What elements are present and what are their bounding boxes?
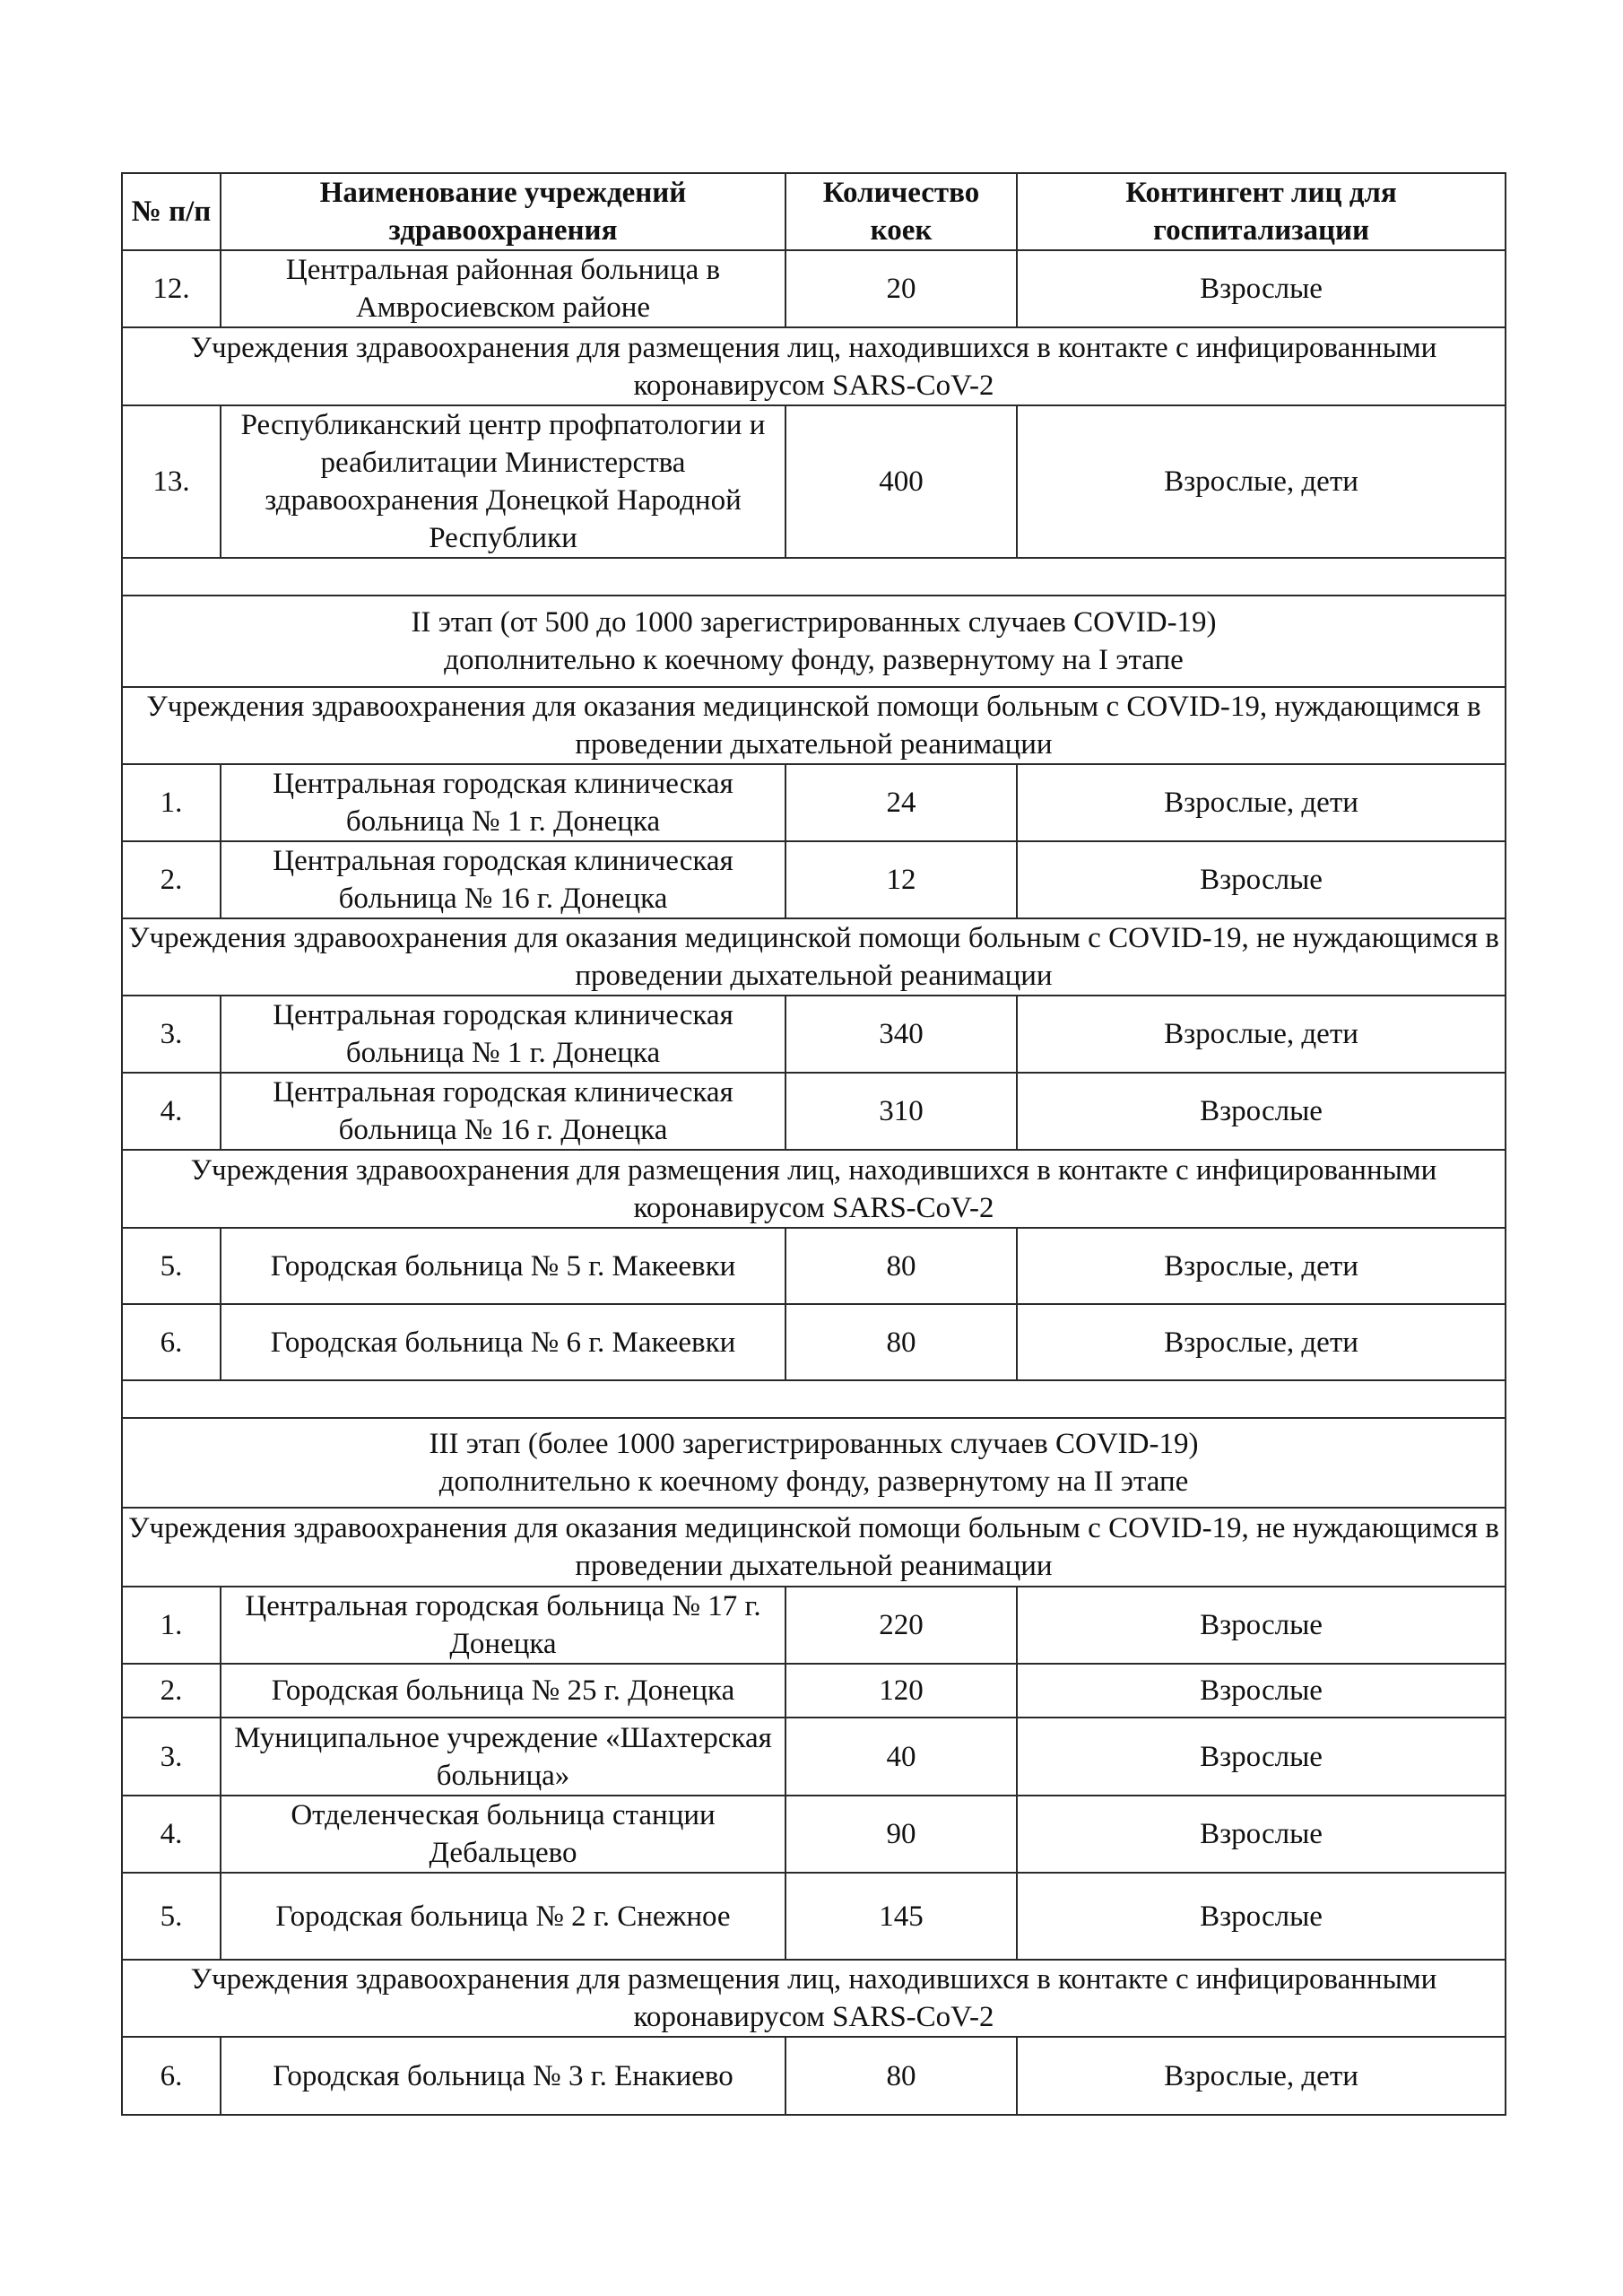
table-row [122, 1796, 1506, 1873]
row-institution: Городская больница № 2 г. Снежное [221, 1873, 785, 1960]
row-contingent: Взрослые [1017, 1796, 1506, 1873]
section-header-non-icu [122, 1508, 1506, 1587]
stage-title-line2: дополнительно к коечному фонду, развернутому на I этапе [444, 644, 1184, 676]
row-beds: 310 [785, 1073, 1017, 1150]
row-institution: Центральная городская больница № 17 г. Донецка [221, 1587, 785, 1664]
row-number: 12. [122, 250, 221, 327]
hospital-beds-table [121, 172, 1506, 2116]
table-row [122, 1073, 1506, 1150]
row-beds: 80 [785, 2037, 1017, 2115]
row-number: 2. [122, 841, 221, 918]
row-beds: 40 [785, 1718, 1017, 1796]
stage-title [122, 1418, 1506, 1508]
row-number: 1. [122, 764, 221, 841]
section-title: Учреждения здравоохранения для оказания медицинской помощи больным с COVID-19, не нуждающимся в проведении дыхательной реанимации [122, 918, 1506, 996]
table-row [122, 1873, 1506, 1960]
table-header-row [122, 173, 1506, 250]
table-row [122, 1664, 1506, 1718]
row-contingent: Взрослые, дети [1017, 405, 1506, 558]
table-row [122, 250, 1506, 327]
table-row [122, 1587, 1506, 1664]
row-contingent: Взрослые, дети [1017, 764, 1506, 841]
row-number: 4. [122, 1073, 221, 1150]
stage-title-line1: II этап (от 500 до 1000 зарегистрированных случаев COVID-19) [411, 606, 1217, 639]
section-header-contact [122, 1960, 1506, 2037]
stage-title-line1: III этап (более 1000 зарегистрированных случаев COVID-19) [429, 1428, 1199, 1460]
row-beds: 80 [785, 1228, 1017, 1304]
row-contingent: Взрослые [1017, 1873, 1506, 1960]
section-title: Учреждения здравоохранения для размещения лиц, находившихся в контакте с инфицированными коронавирусом SARS-CoV-2 [122, 1150, 1506, 1228]
section-title: Учреждения здравоохранения для размещения лиц, находившихся в контакте с инфицированными коронавирусом SARS-CoV-2 [122, 327, 1506, 405]
table-row [122, 1718, 1506, 1796]
row-contingent: Взрослые, дети [1017, 1304, 1506, 1380]
row-beds: 220 [785, 1587, 1017, 1664]
row-contingent: Взрослые [1017, 841, 1506, 918]
row-beds: 90 [785, 1796, 1017, 1873]
row-contingent: Взрослые, дети [1017, 996, 1506, 1073]
row-beds: 120 [785, 1664, 1017, 1718]
table-row [122, 764, 1506, 841]
table-row [122, 405, 1506, 558]
row-institution: Городская больница № 3 г. Енакиево [221, 2037, 785, 2115]
row-number: 4. [122, 1796, 221, 1873]
table-row [122, 996, 1506, 1073]
row-beds: 80 [785, 1304, 1017, 1380]
row-institution: Центральная городская клиническая больница № 16 г. Донецка [221, 841, 785, 918]
stage-3-header [122, 1418, 1506, 1508]
table-row [122, 841, 1506, 918]
row-number: 6. [122, 2037, 221, 2115]
stage-title-line2: дополнительно к коечному фонду, развернутому на II этапе [438, 1465, 1189, 1498]
row-number: 2. [122, 1664, 221, 1718]
table-row [122, 2037, 1506, 2115]
section-title: Учреждения здравоохранения для оказания медицинской помощи больным с COVID-19, нуждающимся в проведении дыхательной реанимации [122, 687, 1506, 764]
row-number: 6. [122, 1304, 221, 1380]
spacer-row [122, 558, 1506, 596]
row-contingent: Взрослые [1017, 250, 1506, 327]
row-institution: Центральная районная больница в Амвросиевском районе [221, 250, 785, 327]
section-title: Учреждения здравоохранения для оказания медицинской помощи больным с COVID-19, не нуждающимся в проведении дыхательной реанимации [122, 1508, 1506, 1587]
row-beds: 340 [785, 996, 1017, 1073]
header-beds: Количество коек [785, 173, 1017, 250]
row-beds: 12 [785, 841, 1017, 918]
row-beds: 145 [785, 1873, 1017, 1960]
row-institution: Муниципальное учреждение «Шахтерская больница» [221, 1718, 785, 1796]
header-institution: Наименование учреждений здравоохранения [221, 173, 785, 250]
spacer-row [122, 1380, 1506, 1418]
row-number: 3. [122, 996, 221, 1073]
row-institution: Центральная городская клиническая больница № 1 г. Донецка [221, 764, 785, 841]
row-number: 5. [122, 1228, 221, 1304]
header-number: № п/п [122, 173, 221, 250]
section-header-icu [122, 687, 1506, 764]
row-beds: 400 [785, 405, 1017, 558]
row-contingent: Взрослые, дети [1017, 2037, 1506, 2115]
row-number: 3. [122, 1718, 221, 1796]
row-number: 13. [122, 405, 221, 558]
stage-2-header [122, 596, 1506, 687]
section-header-non-icu [122, 918, 1506, 996]
row-number: 5. [122, 1873, 221, 1960]
row-contingent: Взрослые [1017, 1718, 1506, 1796]
row-contingent: Взрослые [1017, 1073, 1506, 1150]
row-contingent: Взрослые [1017, 1664, 1506, 1718]
row-institution: Центральная городская клиническая больница № 1 г. Донецка [221, 996, 785, 1073]
section-title: Учреждения здравоохранения для размещения лиц, находившихся в контакте с инфицированными коронавирусом SARS-CoV-2 [122, 1960, 1506, 2037]
row-contingent: Взрослые [1017, 1587, 1506, 1664]
section-header-contact [122, 327, 1506, 405]
row-number: 1. [122, 1587, 221, 1664]
row-institution: Отделенческая больница станции Дебальцево [221, 1796, 785, 1873]
row-institution: Городская больница № 6 г. Макеевки [221, 1304, 785, 1380]
row-contingent: Взрослые, дети [1017, 1228, 1506, 1304]
row-institution: Республиканский центр профпатологии и реабилитации Министерства здравоохранения Донецкой Народной Республики [221, 405, 785, 558]
section-header-contact [122, 1150, 1506, 1228]
row-institution: Городская больница № 25 г. Донецка [221, 1664, 785, 1718]
stage-title [122, 596, 1506, 687]
table-row [122, 1228, 1506, 1304]
header-contingent: Контингент лиц для госпитализации [1017, 173, 1506, 250]
row-beds: 24 [785, 764, 1017, 841]
row-institution: Центральная городская клиническая больница № 16 г. Донецка [221, 1073, 785, 1150]
row-beds: 20 [785, 250, 1017, 327]
row-institution: Городская больница № 5 г. Макеевки [221, 1228, 785, 1304]
table-row [122, 1304, 1506, 1380]
